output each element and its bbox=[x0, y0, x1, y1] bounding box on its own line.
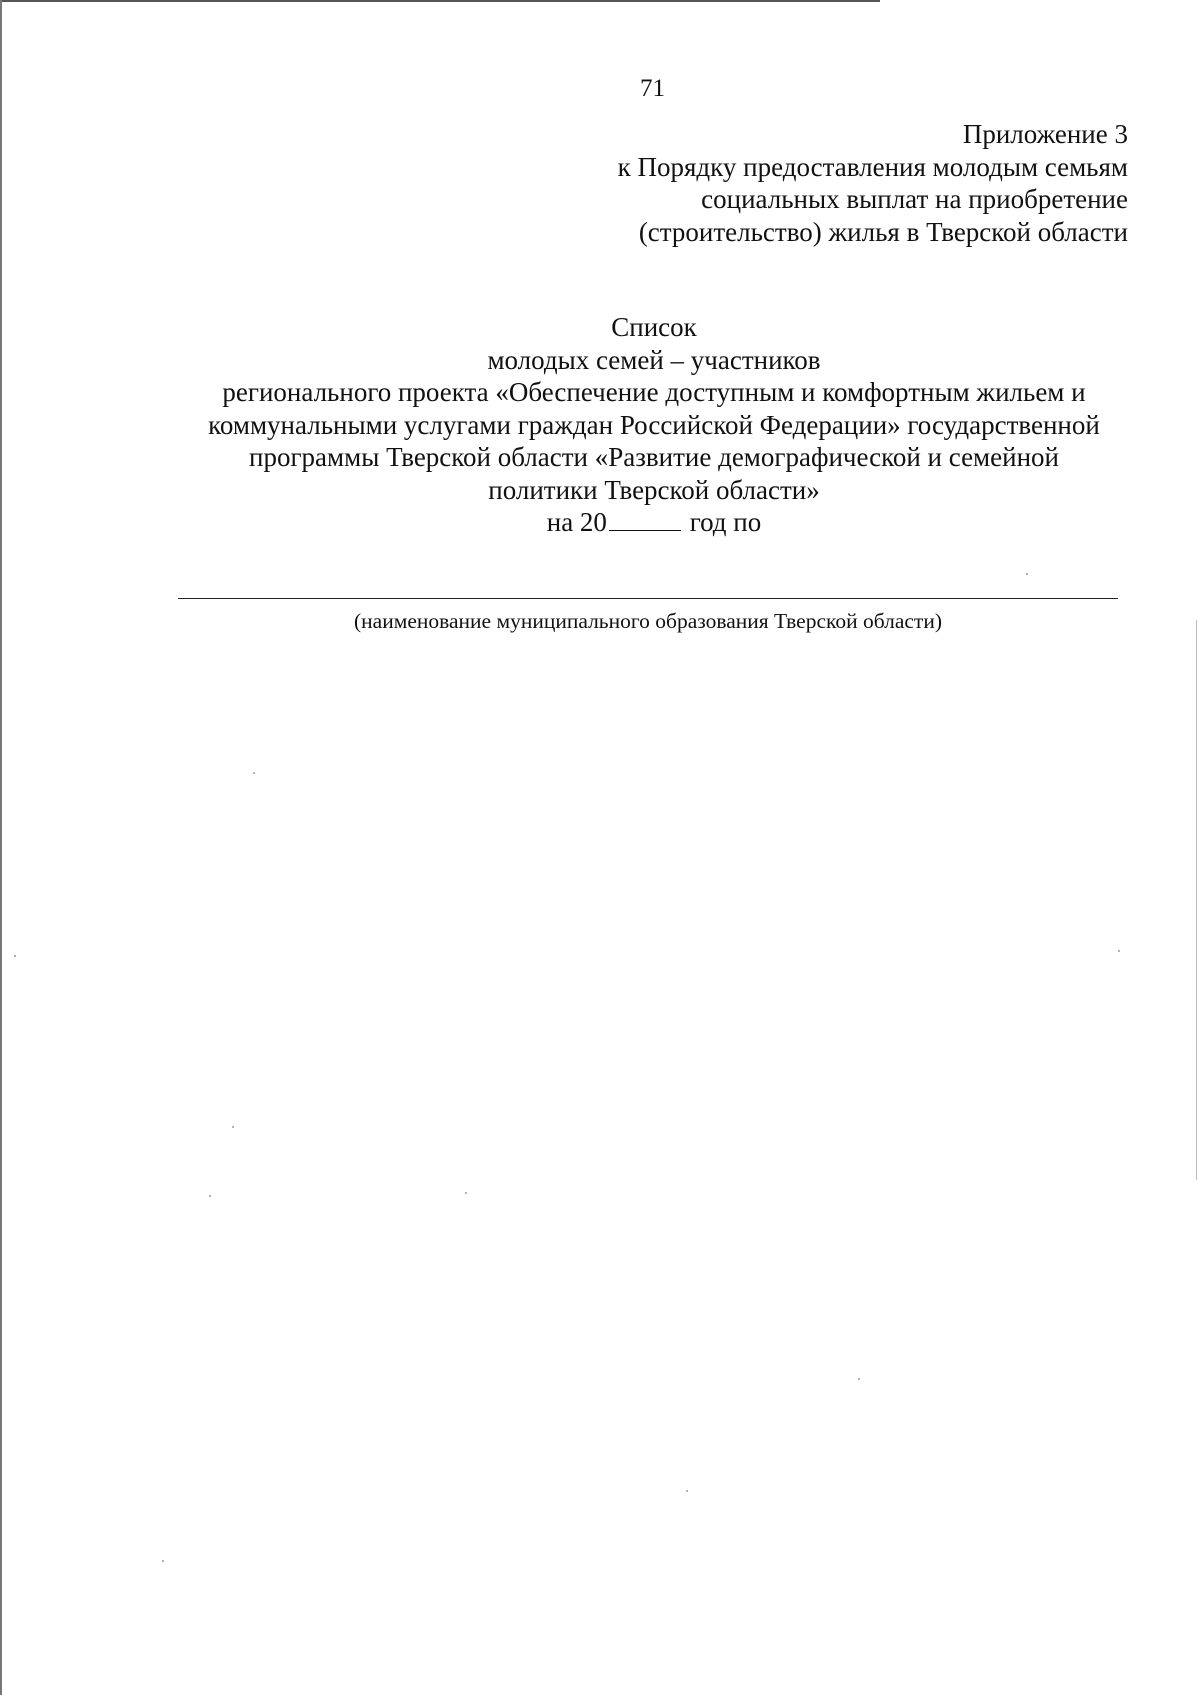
title-line: коммунальными услугами граждан Российской Федерации» государственной bbox=[208, 409, 1100, 440]
scan-speck bbox=[465, 1192, 467, 1194]
title-heading: Список bbox=[611, 312, 697, 342]
year-blank-field bbox=[609, 506, 681, 531]
year-line bbox=[120, 506, 1188, 539]
scan-speck bbox=[1026, 573, 1028, 575]
title-line: программы Тверской области «Развитие демографической и семейной bbox=[249, 442, 1059, 472]
scan-speck bbox=[14, 955, 16, 957]
scan-edge-left bbox=[0, 0, 2, 1695]
scan-speck bbox=[1118, 950, 1120, 952]
scan-edge-top bbox=[0, 0, 880, 2]
document-title bbox=[120, 311, 1188, 539]
appendix-line: социальных выплат на приобретение bbox=[701, 184, 1128, 214]
municipality-caption: (наименование муниципального образования Тверской области) bbox=[354, 609, 942, 633]
year-prefix: на 20 bbox=[546, 507, 607, 537]
appendix-line: Приложение 3 bbox=[962, 119, 1128, 149]
title-line: молодых семей – участников bbox=[487, 344, 821, 375]
scan-speck bbox=[209, 1195, 211, 1197]
title-line: политики Тверской области» bbox=[488, 474, 820, 505]
title-line: регионального проекта «Обеспечение доступным и комфортным жильем и bbox=[222, 377, 1086, 407]
scan-edge-right bbox=[1196, 620, 1197, 1180]
scan-speck bbox=[232, 1126, 234, 1128]
municipality-blank-line bbox=[178, 598, 1118, 599]
appendix-line: к Порядку предоставления молодым семьям bbox=[617, 151, 1128, 182]
year-suffix: год по bbox=[689, 507, 762, 537]
appendix-line: (строительство) жилья в Тверской области bbox=[638, 216, 1128, 247]
scan-speck bbox=[253, 772, 255, 774]
scan-speck bbox=[686, 1490, 688, 1492]
appendix-block bbox=[618, 118, 1128, 248]
page-number: 71 bbox=[640, 75, 665, 102]
scan-speck bbox=[858, 1378, 860, 1380]
scan-speck bbox=[162, 1560, 164, 1562]
